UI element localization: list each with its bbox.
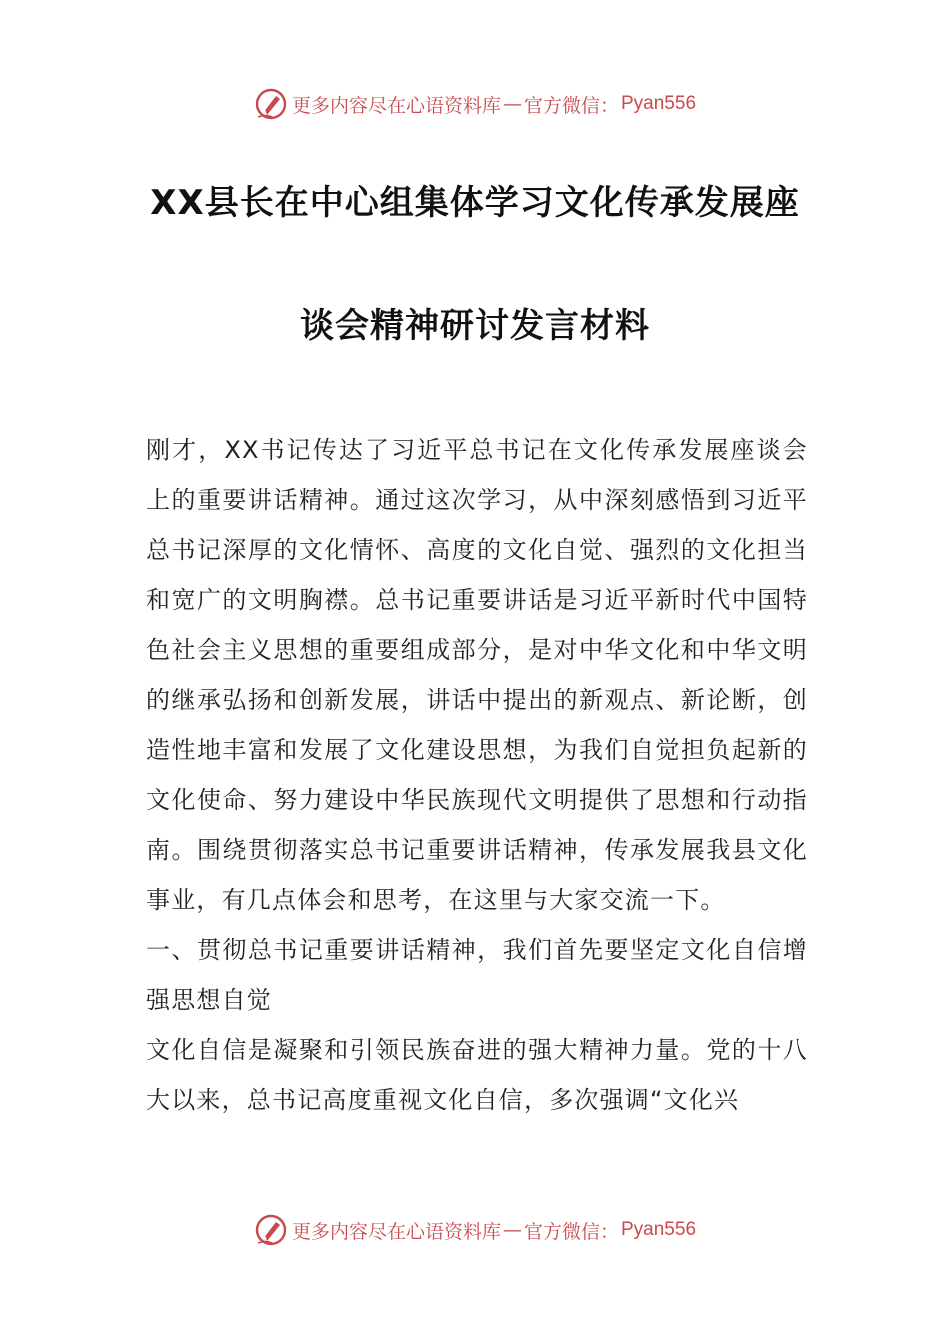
document-title-line-1: XX县长在中心组集体学习文化传承发展座 — [150, 183, 800, 223]
watermark-banner-top — [0, 84, 950, 124]
watermark-dash: — — [502, 1219, 522, 1241]
body-paragraph: 文化自信是凝聚和引领民族奋进的强大精神力量。党的十八大以来，总书记高度重视文化自信，多次强调“文化兴 — [146, 1036, 808, 1114]
watermark-text: 更多内容尽在心语资料库 — [291, 94, 501, 117]
watermark-wechat-label: 官方微信： — [523, 1220, 619, 1243]
section-heading: 一、贯彻总书记重要讲话精神，我们首先要坚定文化自信增强思想自觉 — [146, 936, 808, 1014]
watermark-wechat-id: Pyan556 — [621, 1219, 697, 1240]
watermark-dash: — — [502, 93, 522, 115]
watermark-banner-bottom — [0, 1210, 950, 1250]
document-title-line-2: 谈会精神研讨发言材料 — [300, 306, 650, 346]
watermark-wechat-id: Pyan556 — [621, 93, 697, 114]
body-paragraph: 刚才，XX书记传达了习近平总书记在文化传承发展座谈会上的重要讲话精神。通过这次学习，从中深刻感悟到习近平总书记深厚的文化情怀、高度的文化自觉、强烈的文化担当和宽广的文明胸襟。总书记重要讲话是习近平新时代中国特色社会主义思想的重要组成部分，是对中华文化和中华文明的继承弘扬和创新发展，讲话中提出的新观点、新论断，创造性地丰富和发展了文化建设思想，为我们自觉担负起新的文化使命、努力建设中华民族现代文明提供了思想和行动指南。围绕贯彻落实总书记重要讲话精神，传承发展我县文化事业，有几点体会和思考，在这里与大家交流一下。 — [146, 436, 808, 914]
pen-logo-icon — [254, 87, 288, 121]
watermark-wechat-label: 官方微信： — [523, 94, 619, 117]
document-body — [146, 425, 808, 1125]
pen-logo-icon — [254, 1213, 288, 1247]
watermark-text: 更多内容尽在心语资料库 — [291, 1220, 501, 1243]
